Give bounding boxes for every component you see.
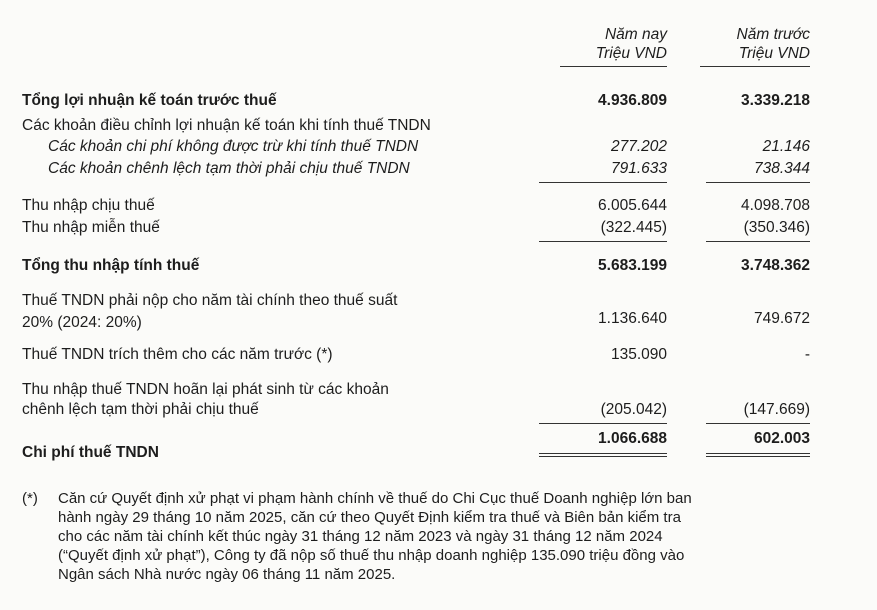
row-non-deductible-expenses — [0, 138, 877, 158]
value-prior-year: 3.748.362 — [741, 257, 810, 274]
value-prior-year: 21.146 — [762, 138, 810, 155]
footnote-marker: (*) — [22, 490, 38, 507]
row-additional-cit-prior-years — [0, 346, 877, 366]
row-label: Tổng lợi nhuận kế toán trước thuế — [22, 92, 277, 109]
footnote-line: Căn cứ Quyết định xử phạt vi phạm hành chính về thuế do Chi Cục thuế Doanh nghiệp lớn ban — [58, 490, 692, 507]
value-current-year: 1.136.640 — [598, 310, 667, 327]
row-cit-payable-at-rate — [0, 292, 877, 334]
row-label: Các khoản chênh lệch tạm thời phải chịu thuế TNDN — [48, 160, 410, 177]
row-tax-exempt-income — [0, 219, 877, 239]
footnote-line: hành ngày 29 tháng 10 năm 2025, căn cứ theo Quyết Định kiểm tra thuế và Biên bản kiểm tra — [58, 509, 681, 526]
subtotal-line — [706, 241, 810, 242]
total-double-line — [706, 453, 810, 454]
row-total-assessable-income — [0, 257, 877, 277]
footnote-text — [58, 489, 828, 584]
subtotal-line — [539, 182, 667, 183]
row-label-line-2: 20% (2024: 20%) — [22, 314, 142, 331]
subtotal-line — [539, 423, 667, 424]
value-prior-year: (147.669) — [743, 401, 810, 418]
row-label-line-1: Thuế TNDN phải nộp cho năm tài chính theo thuế suất — [22, 292, 398, 309]
column-header-current-year — [560, 25, 667, 67]
current-year-label: Năm nay — [604, 26, 667, 43]
prior-year-label: Năm trước — [736, 26, 810, 43]
header-underline — [560, 66, 667, 67]
total-double-line — [539, 453, 667, 454]
value-prior-year: (350.346) — [743, 219, 810, 236]
footnote-line: cho các năm tài chính kết thúc ngày 31 tháng 12 năm 2023 và ngày 31 tháng 12 năm 2024 — [58, 528, 663, 545]
value-current-year: (205.042) — [600, 401, 667, 418]
row-label: Chi phí thuế TNDN — [22, 444, 159, 461]
row-label-line-1: Thu nhập thuế TNDN hoãn lại phát sinh từ các khoản — [22, 381, 389, 398]
row-taxable-income — [0, 197, 877, 217]
row-deferred-tax-income — [0, 381, 877, 423]
row-label: Các khoản chi phí không được trừ khi tính thuế TNDN — [48, 138, 419, 155]
total-double-line — [539, 456, 667, 457]
subtotal-line — [539, 241, 667, 242]
total-double-line — [706, 456, 810, 457]
value-current-year: 4.936.809 — [598, 92, 667, 109]
subtotal-line — [706, 182, 810, 183]
row-label: Các khoản điều chỉnh lợi nhuận kế toán khi tính thuế TNDN — [22, 117, 431, 134]
row-label: Thuế TNDN trích thêm cho các năm trước (*) — [22, 346, 333, 363]
row-temporary-differences — [0, 160, 877, 180]
value-prior-year: 4.098.708 — [741, 197, 810, 214]
subtotal-line — [706, 423, 810, 424]
row-adjustments-heading — [0, 117, 877, 137]
column-header-prior-year — [700, 25, 810, 67]
value-current-year: 5.683.199 — [598, 257, 667, 274]
header-underline — [700, 66, 810, 67]
value-current-year: 135.090 — [610, 346, 667, 363]
value-current-year: 791.633 — [610, 160, 667, 177]
footnote-line: (“Quyết định xử phạt”), Công ty đã nộp số thuế thu nhập doanh nghiệp 135.090 triệu đồng vào — [58, 547, 685, 564]
footnote-line: Ngân sách Nhà nước ngày 06 tháng 11 năm 2025. — [58, 566, 396, 583]
prior-year-unit: Triệu VND — [738, 45, 810, 62]
row-label: Thu nhập miễn thuế — [22, 219, 160, 236]
value-current-year: 277.202 — [610, 138, 667, 155]
value-prior-year: - — [804, 346, 810, 363]
value-prior-year: 3.339.218 — [741, 92, 810, 109]
value-prior-year: 738.344 — [753, 160, 810, 177]
row-label-line-2: chênh lệch tạm thời phải chịu thuế — [22, 401, 259, 418]
current-year-unit: Triệu VND — [595, 45, 667, 62]
value-current-year: 6.005.644 — [598, 197, 667, 214]
value-prior-year: 749.672 — [753, 310, 810, 327]
row-label: Tổng thu nhập tính thuế — [22, 257, 200, 274]
row-label: Thu nhập chịu thuế — [22, 197, 155, 214]
value-current-year: 1.066.688 — [598, 430, 667, 447]
value-prior-year: 602.003 — [753, 430, 810, 447]
row-profit-before-tax — [0, 92, 877, 112]
row-cit-expense — [0, 430, 877, 461]
value-current-year: (322.445) — [600, 219, 667, 236]
